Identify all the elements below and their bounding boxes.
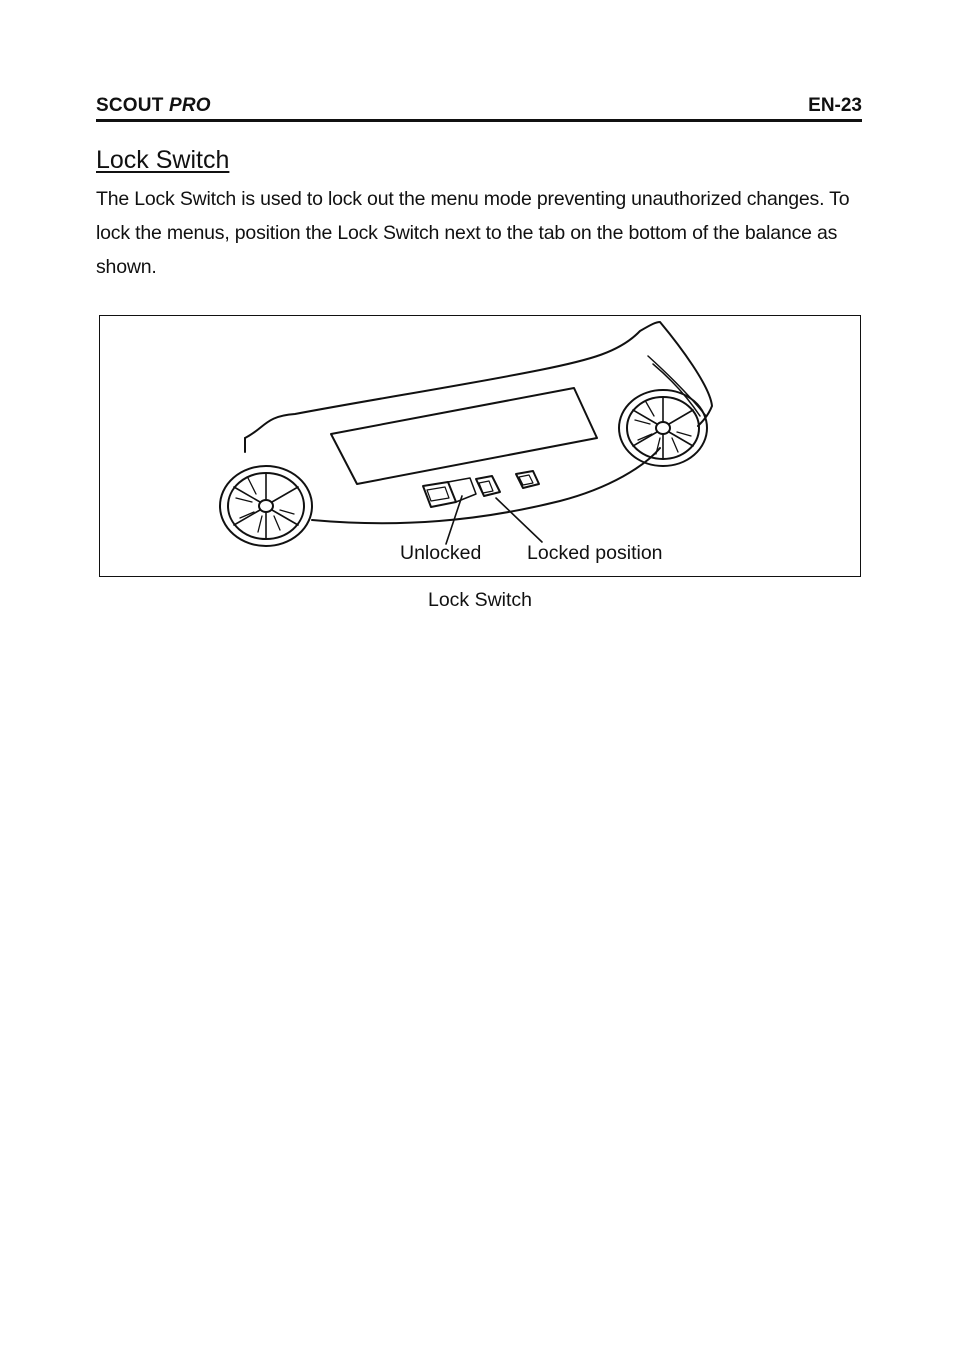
figure-caption: Lock Switch	[427, 589, 533, 611]
lock-switch-figure	[99, 315, 861, 577]
section-heading: Lock Switch	[96, 146, 230, 174]
balance-bottom-illustration	[100, 316, 860, 576]
page-number: EN-23	[808, 95, 862, 116]
section-body: The Lock Switch is used to lock out the menu mode preventing unauthorized changes. To lock the menus, position the Lock Switch next to the tab on the bottom of the balance as shown.	[96, 188, 850, 278]
locked-position-label: Locked position	[527, 542, 663, 564]
brand-name: SCOUT PRO	[96, 95, 211, 116]
unlocked-label: Unlocked	[400, 542, 482, 564]
page-header	[96, 93, 862, 122]
